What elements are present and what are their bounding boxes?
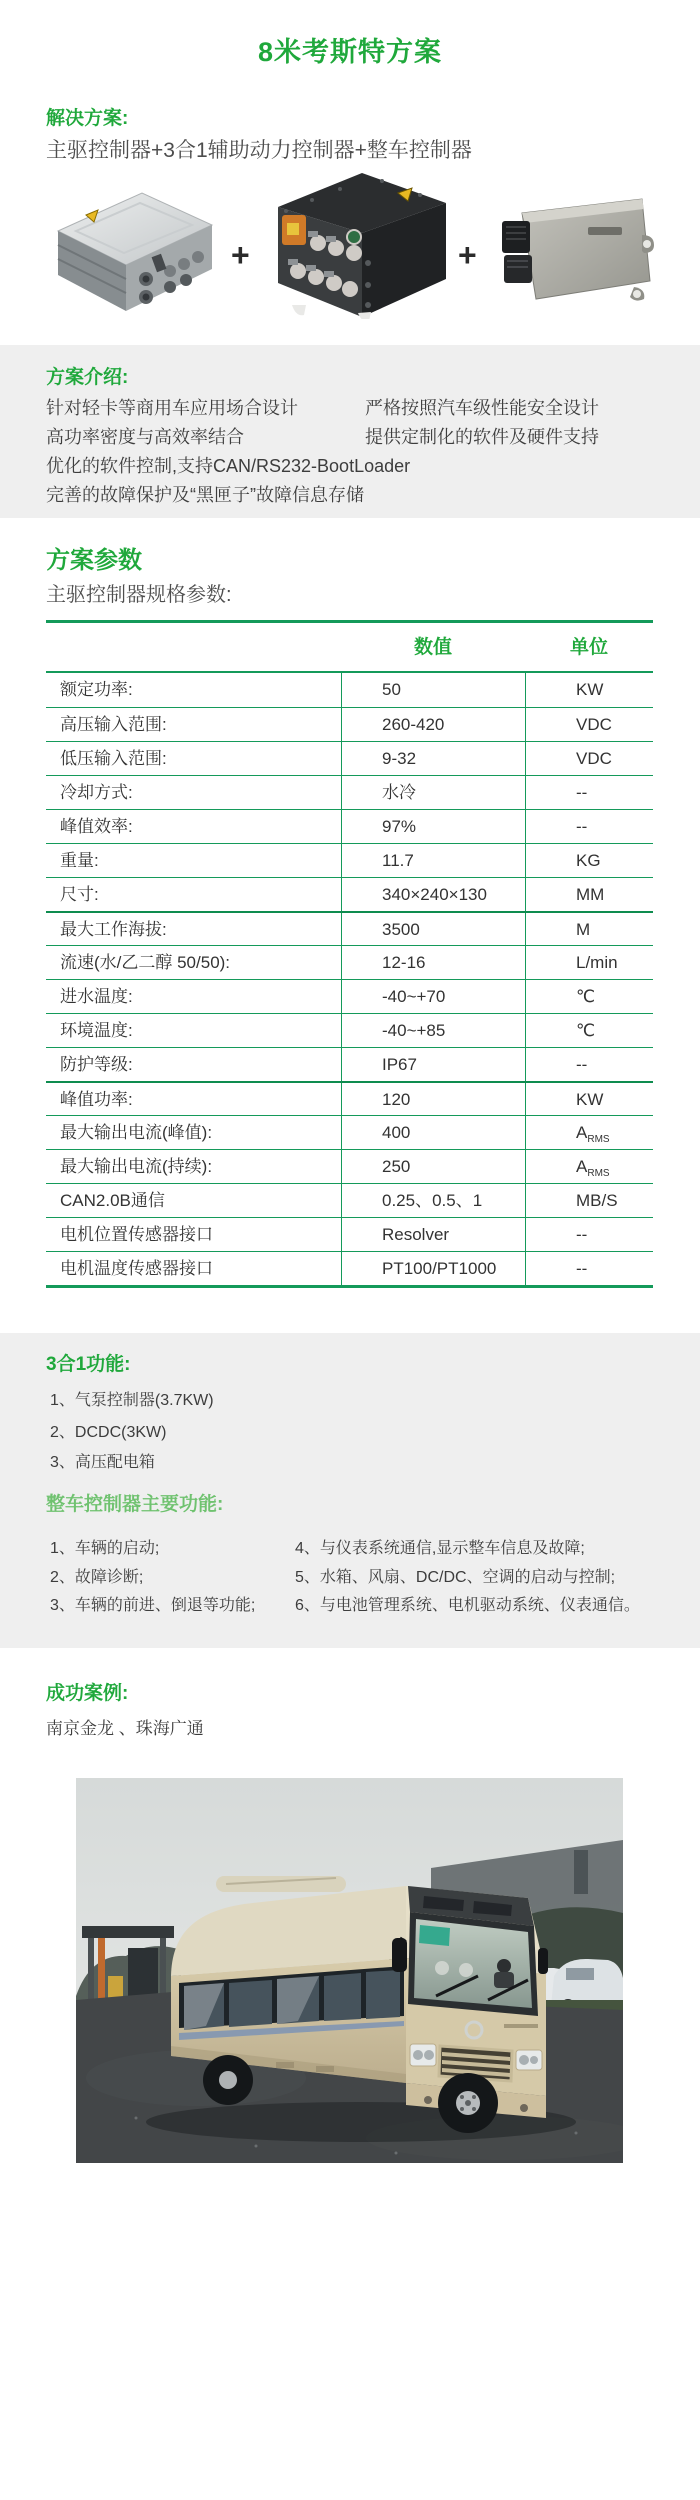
plus-sign: +	[458, 237, 477, 273]
main-drive-controller-photo	[50, 185, 218, 317]
three-in-one-item: 3、高压配电箱	[50, 1454, 155, 1471]
spec-unit: VDC	[525, 708, 653, 741]
spec-value: 3500	[341, 913, 525, 945]
table-row	[46, 1217, 653, 1251]
spec-value: 340×240×130	[341, 878, 525, 911]
spec-label: 进水温度:	[60, 987, 133, 1006]
spec-unit: --	[525, 1218, 653, 1251]
spec-table	[46, 620, 653, 1288]
spec-value: 0.25、0.5、1	[341, 1184, 525, 1217]
table-row	[46, 741, 653, 775]
spec-label: 环境温度:	[60, 1021, 133, 1040]
intro-item: 严格按照汽车级性能安全设计	[365, 398, 599, 418]
spec-value: 400	[341, 1116, 525, 1149]
spec-label: 重量:	[60, 851, 99, 870]
main-drive-controller-illustration	[50, 185, 218, 317]
bus-photo	[76, 1778, 623, 2163]
spec-label: 尺寸:	[60, 885, 99, 904]
params-heading: 方案参数	[46, 547, 142, 574]
table-row	[46, 1013, 653, 1047]
spec-label: 峰值效率:	[60, 817, 133, 836]
cases-heading: 成功案例:	[46, 1683, 129, 1704]
coaster-bus-illustration	[76, 1778, 623, 2163]
spec-label: 最大输出电流(持续):	[60, 1157, 213, 1176]
params-subheading: 主驱控制器规格参数:	[46, 584, 232, 606]
device-image-strip	[0, 165, 700, 323]
page-title: 8米考斯特方案	[257, 37, 443, 67]
spec-value: 250	[341, 1150, 525, 1183]
spec-value: 12-16	[341, 946, 525, 979]
three-in-one-heading: 3合1功能:	[46, 1354, 131, 1375]
intro-heading: 方案介绍:	[46, 367, 129, 388]
spec-label: 低压输入范围:	[60, 749, 167, 768]
intro-item: 优化的软件控制,支持CAN/RS232-BootLoader	[46, 456, 411, 476]
spec-unit: --	[525, 1252, 653, 1285]
spec-unit: M	[525, 913, 653, 945]
intro-section	[0, 345, 700, 518]
spec-unit: KG	[525, 844, 653, 877]
intro-item: 提供定制化的软件及硬件支持	[365, 427, 599, 447]
table-row	[46, 1047, 653, 1081]
spec-value: 50	[341, 673, 525, 707]
table-row	[46, 809, 653, 843]
table-row	[46, 1183, 653, 1217]
spec-label: 电机温度传感器接口	[60, 1259, 213, 1278]
spec-label: 防护等级:	[60, 1055, 133, 1074]
spec-unit: --	[525, 1048, 653, 1081]
solution-description: 主驱控制器+3合1辅助动力控制器+整车控制器	[46, 139, 472, 162]
spec-unit: L/min	[525, 946, 653, 979]
spec-value: 260-420	[341, 708, 525, 741]
spec-unit: MB/S	[525, 1184, 653, 1217]
spec-unit: KW	[525, 1083, 653, 1115]
side-mirror	[392, 1938, 407, 1972]
intro-item: 针对轻卡等商用车应用场合设计	[46, 398, 298, 418]
spec-value: 9-32	[341, 742, 525, 775]
table-row	[46, 877, 653, 911]
spec-label: 额定功率:	[60, 680, 133, 699]
spec-unit-main: A	[576, 1123, 588, 1142]
spec-label: 峰值功率:	[60, 1090, 133, 1109]
vcu-item: 6、与电池管理系统、电机驱动系统、仪表通信。	[295, 1597, 640, 1614]
spec-value: 11.7	[341, 844, 525, 877]
table-row	[46, 1149, 653, 1183]
spec-value: -40~+70	[341, 980, 525, 1013]
spec-unit-main: A	[576, 1157, 588, 1176]
table-row	[46, 673, 653, 707]
spec-label: 高压输入范围:	[60, 715, 167, 734]
spec-label: 最大输出电流(峰值):	[60, 1123, 213, 1142]
spec-value: IP67	[341, 1048, 525, 1081]
spec-unit-sub: RMS	[587, 1134, 610, 1145]
table-row	[46, 707, 653, 741]
three-in-one-item: 2、DCDC(3KW)	[50, 1424, 167, 1441]
plus-sign: +	[231, 237, 250, 273]
vcu-item: 5、水箱、风扇、DC/DC、空调的启动与控制;	[295, 1569, 616, 1586]
spec-unit: ℃	[525, 1014, 653, 1047]
table-row	[46, 945, 653, 979]
intro-item: 高功率密度与高效率结合	[46, 427, 244, 447]
spec-value: Resolver	[341, 1218, 525, 1251]
spec-unit	[525, 1116, 653, 1149]
table-row	[46, 775, 653, 809]
solution-heading: 解决方案:	[46, 108, 129, 129]
spec-unit: ℃	[525, 980, 653, 1013]
spec-header-value: 数值	[413, 637, 452, 658]
spec-label: 最大工作海拔:	[60, 920, 167, 939]
spec-value: 97%	[341, 810, 525, 843]
table-row	[46, 979, 653, 1013]
spec-value: 120	[341, 1083, 525, 1115]
spec-value: PT100/PT1000	[341, 1252, 525, 1285]
aux-power-controller-photo	[262, 167, 450, 319]
table-row	[46, 1251, 653, 1285]
vcu-heading: 整车控制器主要功能:	[46, 1494, 224, 1515]
spec-unit: MM	[525, 878, 653, 911]
vcu-item: 1、车辆的启动;	[50, 1540, 160, 1557]
spec-header-empty	[46, 623, 341, 671]
spec-table-header	[46, 623, 653, 673]
vcu-item: 2、故障诊断;	[50, 1569, 144, 1586]
functions-section	[0, 1333, 700, 1648]
vcu-item: 3、车辆的前进、倒退等功能;	[50, 1597, 256, 1614]
vehicle-controller-illustration	[492, 195, 654, 305]
spec-unit: --	[525, 776, 653, 809]
table-row	[46, 911, 653, 945]
spec-unit: VDC	[525, 742, 653, 775]
three-in-one-item: 1、气泵控制器(3.7KW)	[50, 1392, 214, 1409]
spec-unit-sub: RMS	[587, 1168, 610, 1179]
table-row	[46, 1081, 653, 1115]
vehicle-controller-photo	[492, 195, 654, 305]
spec-label: 冷却方式:	[60, 783, 133, 802]
spec-unit: KW	[525, 673, 653, 707]
spec-value: 水冷	[341, 776, 525, 809]
table-row	[46, 1115, 653, 1149]
table-row	[46, 843, 653, 877]
spec-value: -40~+85	[341, 1014, 525, 1047]
cases-text: 南京金龙 、珠海广通	[46, 1719, 204, 1738]
intro-item: 完善的故障保护及“黑匣子”故障信息存储	[46, 485, 364, 505]
vcu-item: 4、与仪表系统通信,显示整车信息及故障;	[295, 1540, 585, 1557]
spec-label: 流速(水/乙二醇 50/50):	[60, 953, 231, 972]
spec-header-unit: 单位	[569, 637, 608, 658]
windshield-sticker	[419, 1925, 450, 1946]
spec-label: 电机位置传感器接口	[60, 1225, 213, 1244]
aux-power-controller-illustration	[262, 167, 450, 319]
spec-label: CAN2.0B通信	[60, 1191, 165, 1210]
spec-unit	[525, 1150, 653, 1183]
spec-unit: --	[525, 810, 653, 843]
